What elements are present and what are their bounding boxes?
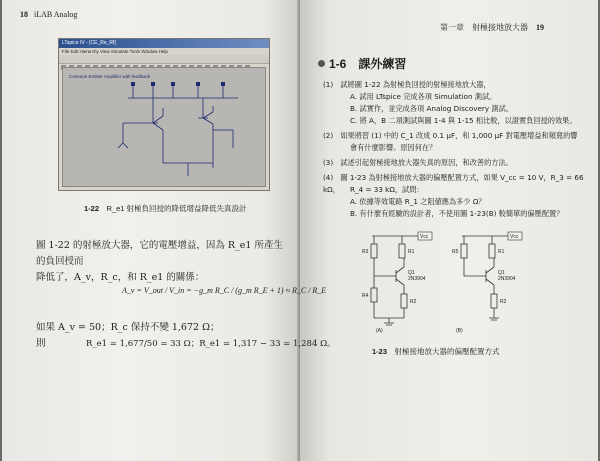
r2-label: R2 — [410, 299, 417, 305]
circuit-b — [452, 228, 532, 336]
exercise-line: (2) 如果將習 (1) 中的 C_1 改成 0.1 μF，和 1,000 μF 對電壓增益和頻寬的響 — [323, 131, 578, 140]
schematic-drawing — [63, 68, 267, 188]
right-running-title: 第一章 射極接地放大器 — [440, 23, 528, 32]
schematic-canvas — [62, 67, 266, 187]
figure-number: 1-22 — [84, 204, 100, 213]
bullet-icon — [318, 60, 325, 67]
window-menu: File Edit Hierarchy View Simulate Tools Window Help — [62, 49, 168, 54]
q1-label: Q1 — [408, 270, 415, 276]
left-running-title: iLAB Analog — [34, 10, 78, 19]
paragraph-1-line-1: 圖 1-22 的射極放大器，它的電壓增益，因為 R_e1 所產生的負回授而 — [36, 240, 283, 267]
r1-label: R1 — [498, 249, 505, 255]
exercise-line: C. 將 A，B 二項測試與圖 1-4 與 1-15 相比較，以證實負回授的效果。 — [350, 116, 577, 125]
right-page-number: 19 — [536, 23, 544, 32]
paragraph-1-line-2: 降低了，A_v，R_c，和 R_e1 的關係： — [36, 272, 205, 283]
figure-caption-text: R_e1 射極負回授的降低增益降低失真設計 — [106, 204, 247, 213]
paragraph-3-label: 則 — [36, 338, 46, 349]
formula-rhs: ≈ R_C / R_E — [285, 286, 327, 295]
exercise-line: A. 依據等效電路 R_1 之阻値應為多少 Ω？ — [350, 197, 486, 206]
r2-label: R2 — [500, 299, 507, 305]
r1-label: R1 — [408, 249, 415, 255]
exercise-line: B. 試實作，並完成各項 Analog Discovery 測試。 — [350, 104, 513, 113]
window-toolbar — [59, 55, 269, 64]
r4-label: R4 — [362, 293, 369, 299]
gain-formula — [122, 286, 326, 295]
exercise-line: B. 有什麼有經驗的設計者，不使用圖 1-23(B) 較簡單的偏壓配置？ — [350, 209, 564, 218]
window-title: LTspice IV - [CE_Re_Rf] — [59, 39, 269, 48]
section-title-text: 1-6 課外練習 — [329, 57, 407, 71]
r5-label: R5 — [452, 249, 459, 255]
vcc-label: Vcc — [420, 234, 429, 240]
exercise-line: (3) 試述引起射極接地放大器失真的原因，和改善的方法。 — [323, 158, 513, 167]
figure-number: 1-23 — [372, 347, 388, 356]
ltspice-screenshot — [58, 38, 270, 191]
figure-caption-text: 射極接地放大器的偏壓配置方式 — [394, 347, 500, 356]
circuit-b-tag: (B) — [456, 328, 463, 334]
exercise-line: (1) 試將圖 1-22 為射極負回授的射極接地放大器， — [323, 80, 491, 89]
paragraph-2: 如果 A_v = 50；R_c 保持不變 1,672 Ω； — [36, 322, 220, 333]
exercise-line: A. 試用 LTspice 完成各項 Simulation 測試。 — [350, 92, 497, 101]
schematic-label: Common Emitter Amplifier with feedback — [69, 74, 151, 79]
figure-1-23-caption — [372, 346, 500, 357]
exercise-line: 會有什麼影響。原因何在？ — [350, 143, 437, 152]
circuit-a-tag: (A) — [376, 328, 383, 334]
left-page-number: 18 — [20, 10, 28, 19]
formula-lhs: A_v = V_out / V_in — [122, 286, 185, 295]
right-header — [440, 22, 550, 33]
figure-1-22-caption — [84, 203, 247, 214]
section-title — [318, 55, 406, 72]
vcc-label: Vcc — [510, 234, 519, 240]
paragraph-3-values: R_e1 = 1,677/50 = 33 Ω；R_e1 = 1,317 − 33 = 1,284 Ω。 — [86, 339, 336, 349]
part-label: 2N3904 — [408, 276, 426, 282]
formula-mid: = −g_m R_C / (g_m R_E + 1) — [186, 286, 284, 295]
part-label: 2N3904 — [498, 276, 516, 282]
q1-label: Q1 — [498, 270, 505, 276]
circuit-a — [362, 228, 442, 336]
left-header — [20, 10, 77, 19]
exercise-line: (4) 圖 1-23 為射極接地放大器的偏壓配置方式，如果 V_cc = 10 V，R_3 = 66 kΩ， — [323, 173, 584, 194]
exercise-line: R_4 = 33 kΩ，試問： — [350, 185, 424, 194]
paragraph-1 — [36, 238, 291, 286]
r3-label: R3 — [362, 249, 369, 255]
